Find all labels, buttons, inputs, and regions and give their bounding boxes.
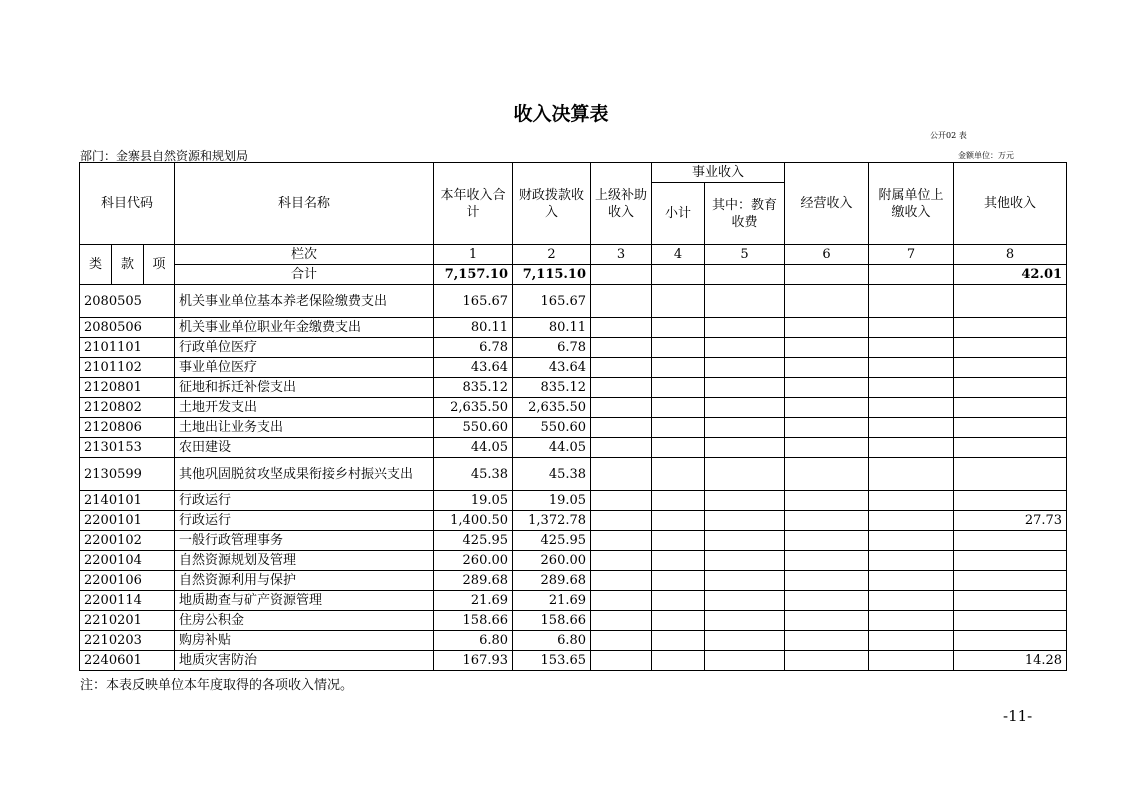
row-total: 19.05	[434, 491, 513, 511]
table-row	[80, 531, 1067, 551]
row-other: 27.73	[954, 511, 1067, 531]
row-code: 2130599	[80, 458, 175, 491]
table-row	[80, 591, 1067, 611]
row-name: 机关事业单位职业年金缴费支出	[175, 318, 434, 338]
row-code: 2200106	[80, 571, 175, 591]
row-other	[954, 551, 1067, 571]
total-fiscal: 7,115.10	[513, 265, 591, 285]
header-kuan: 款	[112, 245, 144, 285]
row-code: 2080506	[80, 318, 175, 338]
col-num: 6	[785, 245, 869, 265]
row-fiscal: 45.38	[513, 458, 591, 491]
row-fiscal: 289.68	[513, 571, 591, 591]
row-fiscal: 1,372.78	[513, 511, 591, 531]
row-other	[954, 358, 1067, 378]
row-name: 征地和拆迁补偿支出	[175, 378, 434, 398]
row-fiscal: 44.05	[513, 438, 591, 458]
row-fiscal: 43.64	[513, 358, 591, 378]
department-label: 部门：金寨县自然资源和规划局	[80, 149, 249, 163]
row-name: 土地开发支出	[175, 398, 434, 418]
table-row	[80, 378, 1067, 398]
row-code: 2200114	[80, 591, 175, 611]
row-name: 行政运行	[175, 491, 434, 511]
row-other	[954, 458, 1067, 491]
col-num: 8	[954, 245, 1067, 265]
row-name: 其他巩固脱贫攻坚成果衔接乡村振兴支出	[175, 458, 434, 491]
row-total: 1,400.50	[434, 511, 513, 531]
row-name: 事业单位医疗	[175, 358, 434, 378]
table-row	[80, 338, 1067, 358]
header-lei: 类	[80, 245, 112, 285]
col-num: 1	[434, 245, 513, 265]
row-code: 2080505	[80, 285, 175, 318]
header-name: 科目名称	[175, 163, 434, 245]
table-row	[80, 511, 1067, 531]
header-total: 本年收入合计	[434, 163, 513, 245]
row-total: 158.66	[434, 611, 513, 631]
row-code: 2210201	[80, 611, 175, 631]
header-business: 事业收入	[652, 163, 785, 183]
row-other	[954, 571, 1067, 591]
row-other	[954, 285, 1067, 318]
row-code: 2101101	[80, 338, 175, 358]
row-code: 2101102	[80, 358, 175, 378]
row-total: 167.93	[434, 651, 513, 671]
row-name: 农田建设	[175, 438, 434, 458]
row-fiscal: 158.66	[513, 611, 591, 631]
row-total: 43.64	[434, 358, 513, 378]
row-total: 289.68	[434, 571, 513, 591]
table-note: 注：本表反映单位本年度取得的各项收入情况。	[80, 678, 354, 693]
page-number: -11-	[1003, 707, 1033, 725]
header-operating: 经营收入	[785, 163, 869, 245]
row-other	[954, 531, 1067, 551]
row-other	[954, 438, 1067, 458]
row-code: 2210203	[80, 631, 175, 651]
row-code: 2200102	[80, 531, 175, 551]
row-fiscal: 165.67	[513, 285, 591, 318]
table-row	[80, 318, 1067, 338]
table-row	[80, 651, 1067, 671]
row-other: 14.28	[954, 651, 1067, 671]
col-num: 7	[869, 245, 954, 265]
row-code: 2120801	[80, 378, 175, 398]
table-row	[80, 398, 1067, 418]
row-name: 土地出让业务支出	[175, 418, 434, 438]
row-name: 住房公积金	[175, 611, 434, 631]
row-other	[954, 378, 1067, 398]
row-other	[954, 591, 1067, 611]
row-code: 2140101	[80, 491, 175, 511]
col-num: 4	[652, 245, 705, 265]
table-row	[80, 418, 1067, 438]
row-code: 2200101	[80, 511, 175, 531]
row-other	[954, 611, 1067, 631]
table-row	[80, 631, 1067, 651]
row-fiscal: 21.69	[513, 591, 591, 611]
row-total: 2,635.50	[434, 398, 513, 418]
col-num: 5	[705, 245, 785, 265]
row-code: 2120806	[80, 418, 175, 438]
row-code: 2130153	[80, 438, 175, 458]
unit-label: 金额单位：万元	[958, 151, 1014, 160]
row-other	[954, 338, 1067, 358]
header-fiscal: 财政拨款收入	[513, 163, 591, 245]
row-total: 6.80	[434, 631, 513, 651]
row-fiscal: 6.78	[513, 338, 591, 358]
row-other	[954, 398, 1067, 418]
header-affiliated: 附属单位上缴收入	[869, 163, 954, 245]
row-name: 机关事业单位基本养老保险缴费支出	[175, 285, 434, 318]
row-other	[954, 318, 1067, 338]
row-name: 行政运行	[175, 511, 434, 531]
row-total: 550.60	[434, 418, 513, 438]
row-fiscal: 153.65	[513, 651, 591, 671]
row-other	[954, 418, 1067, 438]
header-subtotal: 小计	[652, 183, 705, 245]
table-row	[80, 358, 1067, 378]
row-name: 一般行政管理事务	[175, 531, 434, 551]
row-fiscal: 835.12	[513, 378, 591, 398]
row-total: 260.00	[434, 551, 513, 571]
row-total: 425.95	[434, 531, 513, 551]
table-row	[80, 551, 1067, 571]
row-fiscal: 425.95	[513, 531, 591, 551]
row-total: 6.78	[434, 338, 513, 358]
table-row	[80, 571, 1067, 591]
row-code: 2200104	[80, 551, 175, 571]
row-name: 地质勘查与矿产资源管理	[175, 591, 434, 611]
row-fiscal: 19.05	[513, 491, 591, 511]
total-label: 合计	[175, 265, 434, 285]
row-fiscal: 260.00	[513, 551, 591, 571]
row-name: 购房补贴	[175, 631, 434, 651]
table-row	[80, 458, 1067, 491]
page-title: 收入决算表	[513, 103, 609, 125]
header-other: 其他收入	[954, 163, 1067, 245]
table-row	[80, 438, 1067, 458]
row-code: 2120802	[80, 398, 175, 418]
row-name: 行政单位医疗	[175, 338, 434, 358]
row-fiscal: 6.80	[513, 631, 591, 651]
row-fiscal: 80.11	[513, 318, 591, 338]
header-superior: 上级补助收入	[591, 163, 652, 245]
row-name: 自然资源规划及管理	[175, 551, 434, 571]
row-name: 地质灾害防治	[175, 651, 434, 671]
row-fiscal: 2,635.50	[513, 398, 591, 418]
row-other	[954, 631, 1067, 651]
col-num: 3	[591, 245, 652, 265]
col-num: 2	[513, 245, 591, 265]
row-other	[954, 491, 1067, 511]
row-name: 自然资源利用与保护	[175, 571, 434, 591]
header-xiang: 项	[144, 245, 175, 285]
total-other: 42.01	[954, 265, 1067, 285]
total-row	[80, 265, 1067, 285]
form-number: 公开02 表	[930, 131, 967, 140]
table-row	[80, 285, 1067, 318]
table-row	[80, 491, 1067, 511]
total-amount: 7,157.10	[434, 265, 513, 285]
row-total: 165.67	[434, 285, 513, 318]
header-code: 科目代码	[80, 163, 175, 245]
row-total: 80.11	[434, 318, 513, 338]
income-table	[79, 162, 1067, 671]
header-education: 其中：教育收费	[705, 183, 785, 245]
row-total: 835.12	[434, 378, 513, 398]
row-total: 21.69	[434, 591, 513, 611]
row-total: 45.38	[434, 458, 513, 491]
row-total: 44.05	[434, 438, 513, 458]
row-fiscal: 550.60	[513, 418, 591, 438]
column-label: 栏次	[175, 245, 434, 265]
row-code: 2240601	[80, 651, 175, 671]
table-row	[80, 611, 1067, 631]
